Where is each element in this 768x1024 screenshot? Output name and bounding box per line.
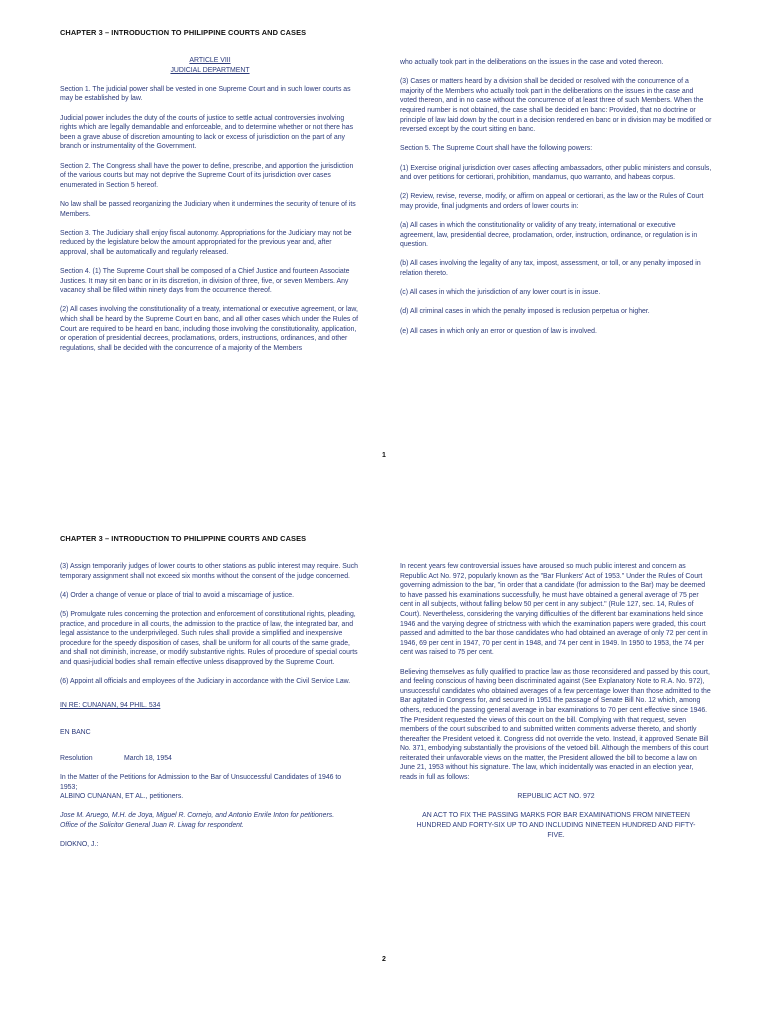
counsel-petitioners: Jose M. Aruego, M.H. de Joya, Miguel R. Cornejo, and Antonio Enrile Inton for petitioners. bbox=[60, 812, 335, 820]
paragraph: (a) All cases in which the constitutionality or validity of any treaty, international or executive agreement, law, presidential decree, proclamation, order, instruction, ordinance, or regulation is in question. bbox=[400, 222, 698, 249]
en-banc: EN BANC bbox=[60, 729, 91, 737]
paragraph: (2) All cases involving the constitutionality of a treaty, international or executive agreement, or law, which shall be heard by the Supreme Court en banc, and all other cases which under the Rules of Court are required to be heard en banc, including those involving the constitutionality, application, or operation of presidential decrees, proclamations, orders, instructions, ordinances, and other regulations, shall be decided with the concurrence of a majority of the Members bbox=[60, 306, 359, 352]
case-title: IN RE: CUNANAN, 94 PHIL. 534 bbox=[60, 701, 161, 709]
page-number: 2 bbox=[382, 956, 386, 963]
paragraph: (1) Exercise original jurisdiction over cases affecting ambassadors, other public ministers and consuls, and over petitions for certiorari, prohibition, mandamus, quo warranto, and habeas corpus. bbox=[400, 164, 712, 182]
paragraph: (6) Appoint all officials and employees of the Judiciary in accordance with the Civil Service Law. bbox=[60, 678, 351, 686]
paragraph: Section 4. (1) The Supreme Court shall be composed of a Chief Justice and fourteen Associate Justices. It may sit en banc or in its discretion, in division of three, five, or seven Members. Any vacancy shall be filled within ninety days from the occurrence thereof. bbox=[60, 268, 350, 295]
page-gap bbox=[0, 480, 768, 500]
paragraph: Believing themselves as fully qualified to practice law as those reconsidered and passed by this court, and feeling conscious of having been discriminated against (See Explanatory Note to R.A. No. 972), unsuccessful candidates who obtained averages of a few percentage lower than those admitted to the Bar agitated in Congress for, and secured in 1951 the passage of Senate Bill No. 12 which, among others, reduced the passing general average in bar examinations to 70 per cent effective since 1946. The President requested the views of this court on the bill. Complying with that request, seven members of the court subscribed to and submitted written comments adverse thereto, and shortly thereafter the President vetoed it. Congress did not override the veto. Instead, it approved Senate Bill No. 371, embodying substantially the provisions of the vetoed bill. Although the members of this court reiterated their unfavorable views on the matter, the President allowed the bill to become a law on June 21, 1953 without his signature. The law, which incidentally was enacted in an election year, reads in full as follows: bbox=[400, 668, 711, 782]
resolution-date: March 18, 1954 bbox=[124, 754, 172, 762]
page-header: CHAPTER 3 – INTRODUCTION TO PHILIPPINE COURTS AND CASES bbox=[60, 534, 307, 543]
paragraph: (4) Order a change of venue or place of trial to avoid a miscarriage of justice. bbox=[60, 591, 295, 599]
paragraph: (3) Assign temporarily judges of lower courts to other stations as public interest may require. Such temporary assignment shall not exceed six months without the consent of the judge concerned. bbox=[60, 563, 358, 580]
paragraph: (3) Cases or matters heard by a division shall be decided or resolved with the concurrence of a majority of the Members who actually took part in the deliberations on the issues in the case and voted thereon, and in no case without the concurrence of at least three of such Members. When the required number is not obtained, the case shall be decided en banc: Provided, that no doctrine or principle of law laid down by the court in a decision rendered en banc or in division may be modified or reversed except by the court sitting en banc. bbox=[400, 78, 712, 134]
paragraph: Section 3. The Judiciary shall enjoy fiscal autonomy. Appropriations for the Judiciary may not be reduced by the legislature below the amount appropriated for the previous year and, after approval, shall be automatically and regularly released. bbox=[60, 229, 352, 256]
paragraph: Section 2. The Congress shall have the power to define, prescribe, and apportion the jurisdiction of the various courts but may not deprive the Supreme Court of its jurisdiction over cases enumerated in Section 5 hereof. bbox=[60, 162, 354, 189]
paragraph: No law shall be passed reorganizing the Judiciary when it undermines the security of tenure of its Members. bbox=[60, 200, 356, 218]
department-heading: JUDICIAL DEPARTMENT bbox=[170, 66, 250, 74]
paragraph: Section 1. The judicial power shall be vested in one Supreme Court and in such lower courts as may be established by law. bbox=[60, 85, 351, 103]
paragraph: In recent years few controversial issues have aroused so much public interest and concern as Republic Act No. 972, popularly known as the "Bar Flunkers' Act of 1953." Under the Rules of Court governing admission to the bar, "in order that a candidate (for admission to the Bar) may be deemed to have passed his examinations successfully, he must have obtained a general average of 75 per cent in all subjects, without falling below 50 per cent in any subject." (Rule 127, sec. 14, Rules of Court). Nevertheless, considering the varying difficulties of the different bar examinations held since 1946 and the varying degree of strictness with which the examination papers were graded, this court passed and admitted to the bar those candidates who had obtained an average of only 72 per cent in 1946, 69 per cent in 1947, 70 per cent in 1948, and 74 per cent in 1949. In 1950 to 1953, the 74 per cent was raised to 75 per cent. bbox=[400, 563, 708, 657]
paragraph: (2) Review, revise, reverse, modify, or affirm on appeal or certiorari, as the law or the Rules of Court may provide, final judgments and orders of lower courts in: bbox=[400, 193, 704, 210]
paragraph: (c) All cases in which the jurisdiction of any lower court is in issue. bbox=[400, 289, 601, 297]
paragraph: who actually took part in the deliberations on the issues in the case and voted thereon. bbox=[400, 59, 664, 66]
paragraph: Judicial power includes the duty of the courts of justice to settle actual controversies involving rights which are legally demandable and enforceable, and to determine whether or not there has been a grave abuse of discretion amounting to lack or excess of jurisdiction on the part of any branch or instrumentality of the Government. bbox=[60, 114, 354, 151]
page-number: 1 bbox=[382, 452, 386, 459]
resolution-label: Resolution bbox=[60, 754, 93, 762]
counsel-respondent: Office of the Solicitor General Juan R. Liwag for respondent. bbox=[60, 822, 244, 830]
paragraph: (b) All cases involving the legality of any tax, impost, assessment, or toll, or any penalty imposed in relation thereto. bbox=[400, 260, 701, 278]
ponente: DIOKNO, J.: bbox=[60, 841, 99, 849]
matter-text: In the Matter of the Petitions for Admission to the Bar of Unsuccessful Candidates of 1946 to 1953; bbox=[60, 774, 342, 791]
left-column bbox=[60, 56, 360, 363]
paragraph: (e) All cases in which only an error or question of law is involved. bbox=[400, 327, 597, 335]
paragraph: (5) Promulgate rules concerning the protection and enforcement of constitutional rights, pleading, practice, and procedure in all courts, the admission to the practice of law, the integrated bar, and legal assistance to the underprivileged. Such rules shall provide a simplified and inexpensive procedure for the speedy disposition of cases, shall be uniform for all courts of the same grade, and shall not diminish, increase, or modify substantive rights. Rules of procedure of special courts and quasi-judicial bodies shall remain effective unless disapproved by the Supreme Court. bbox=[60, 610, 358, 666]
page-2 bbox=[0, 500, 768, 1024]
page-1 bbox=[0, 0, 768, 480]
petitioners: ALBINO CUNANAN, ET AL., petitioners. bbox=[60, 793, 184, 801]
page-header: CHAPTER 3 – INTRODUCTION TO PHILIPPINE COURTS AND CASES bbox=[60, 28, 307, 37]
resolution-row bbox=[60, 754, 360, 764]
ra-subtitle: AN ACT TO FIX THE PASSING MARKS FOR BAR EXAMINATIONS FROM NINETEEN HUNDRED AND FORTY-SIX UP TO AND INCLUDING NINETEEN HUNDRED AND FIFTY-FIVE. bbox=[416, 812, 696, 839]
paragraph: Section 5. The Supreme Court shall have the following powers: bbox=[400, 145, 593, 153]
ra-title: REPUBLIC ACT NO. 972 bbox=[517, 793, 595, 801]
left-column bbox=[60, 562, 360, 859]
paragraph: (d) All criminal cases in which the penalty imposed is reclusion perpetua or higher. bbox=[400, 308, 650, 316]
right-column bbox=[400, 562, 712, 840]
right-column bbox=[400, 58, 712, 346]
article-heading: ARTICLE VIII bbox=[189, 57, 231, 64]
